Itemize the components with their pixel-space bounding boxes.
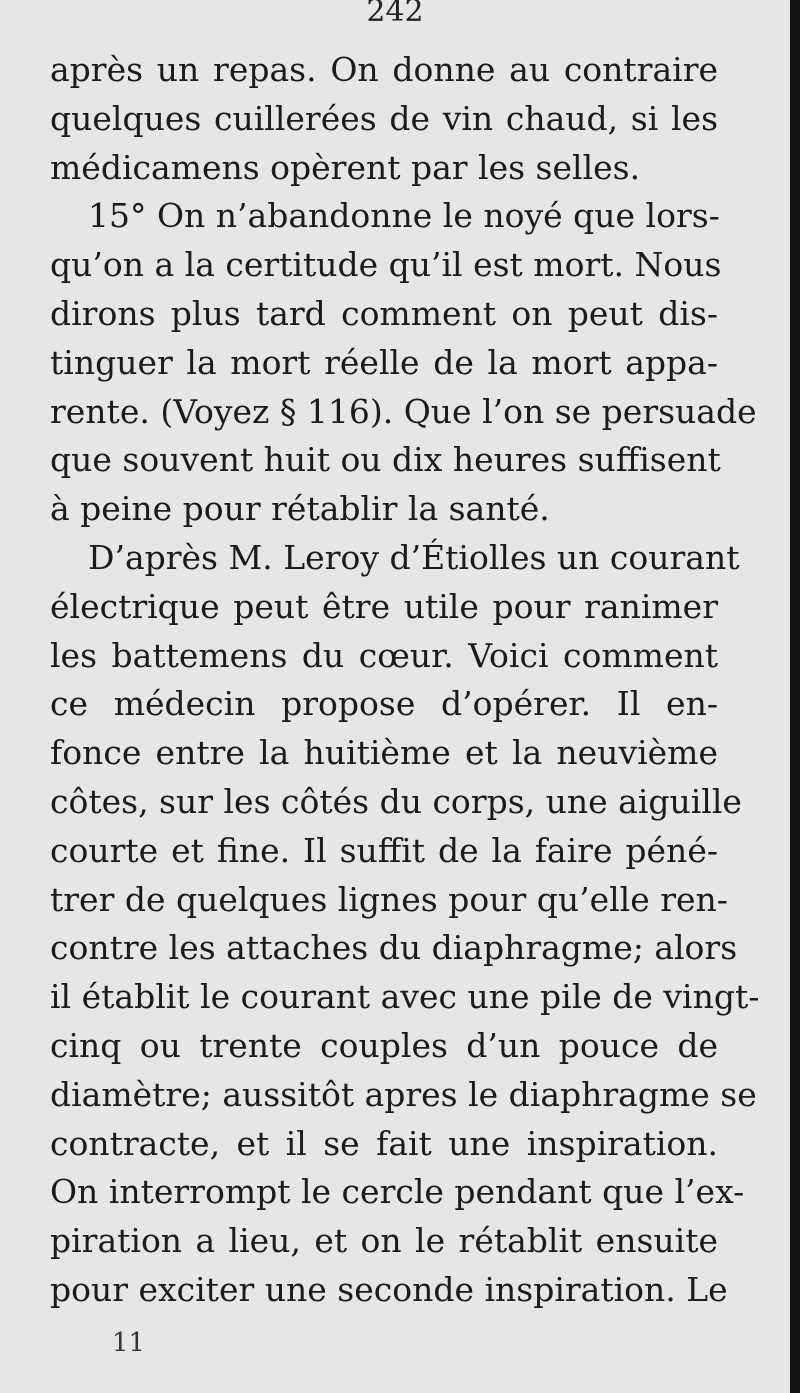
text-line: rente. (Voyez § 116). Que l’on se persuade: [50, 391, 757, 431]
text-line: après un repas. On donne au contraire: [50, 50, 718, 89]
text-line: ce médecin propose d’opérer. Il en-: [50, 684, 718, 724]
text-line: courte et fine. Il suffit de la faire péné-: [50, 830, 718, 870]
text-line: On interrompt le cercle pendant que l’ex-: [50, 1172, 745, 1212]
text-line: médicamens opèrent par les selles.: [50, 147, 641, 187]
page-number: 242: [366, 0, 424, 29]
text-line: à peine pour rétablir la santé.: [50, 489, 550, 529]
text-line: piration a lieu, et on le rétablit ensuite: [50, 1221, 718, 1261]
text-line: diamètre; aussitôt apres le diaphragme se: [50, 1074, 757, 1114]
text-line: dirons plus tard comment on peut dis-: [50, 293, 718, 333]
page-edge: [790, 0, 800, 1393]
text-line: cinq ou trente couples d’un pouce de: [50, 1025, 718, 1065]
body-text: [50, 46, 760, 1315]
text-line: D’après M. Leroy d’Étiolles un courant: [88, 537, 740, 577]
text-line: qu’on a la certitude qu’il est mort. Nous: [50, 245, 722, 285]
text-line: tinguer la mort réelle de la mort appa-: [50, 342, 718, 382]
text-line: que souvent huit ou dix heures suffisent: [50, 440, 721, 480]
text-line: contre les attaches du diaphragme; alors: [50, 928, 738, 968]
text-line: il établit le courant avec une pile de vingt-: [50, 977, 760, 1017]
text-line: les battemens du cœur. Voici comment: [50, 635, 718, 675]
text-line: fonce entre la huitième et la neuvième: [50, 733, 718, 773]
text-line: pour exciter une seconde inspiration. Le: [50, 1269, 728, 1309]
text-line: trer de quelques lignes pour qu’elle ren-: [50, 879, 728, 919]
text-line: 15° On n’abandonne le noyé que lors-: [88, 196, 720, 236]
text-line: quelques cuillerées de vin chaud, si les: [50, 98, 718, 138]
text-line: côtes, sur les côtés du corps, une aiguille: [50, 781, 742, 821]
text-line: contracte, et il se fait une inspiration.: [50, 1123, 718, 1163]
text-line: électrique peut être utile pour ranimer: [50, 586, 718, 626]
signature-mark: 11: [112, 1328, 146, 1358]
